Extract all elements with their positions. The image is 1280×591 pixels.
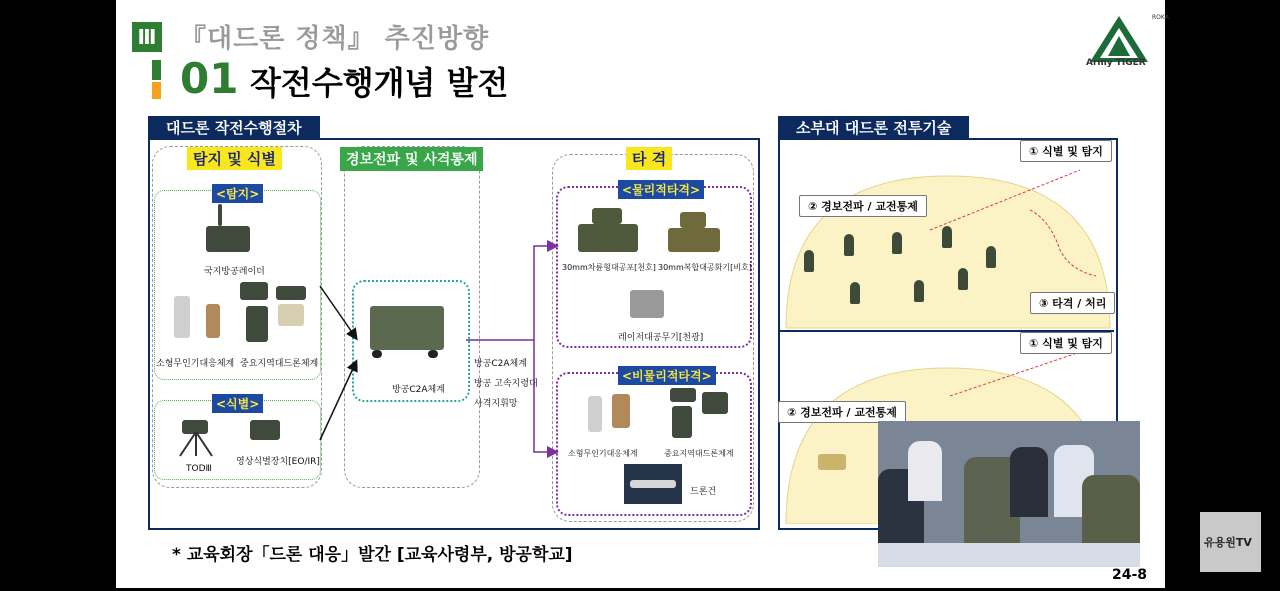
eo-ir-label: 영상식별장치[EO/IR] <box>236 457 320 467</box>
side-line-1: 방공C2A체계 <box>474 359 527 369</box>
soldier <box>844 234 854 256</box>
side-line-3: 사격지휘망 <box>474 399 518 409</box>
section-title: 『대드론 정책』 추진방향 <box>180 24 490 54</box>
gun2-label: 30mm복합대공화기[비호] <box>658 263 752 272</box>
slide <box>116 0 1169 588</box>
left-panel-title: 대드론 작전수행절차 <box>148 116 320 140</box>
bottom-step-1: ① 식별 및 탐지 <box>1020 332 1112 354</box>
label-strike: 타 격 <box>626 147 672 170</box>
video-inset <box>878 421 1140 567</box>
tag-nonphysical-strike: <비물리적타격> <box>618 366 716 385</box>
channel-logo-text: 유용원TV <box>1204 536 1252 549</box>
tod-label: TODⅢ <box>186 464 212 474</box>
c2a-label: 방공C2A체계 <box>392 385 445 395</box>
tag-identify: <식별> <box>212 394 263 413</box>
top-step-2: ② 경보전파 / 교전통제 <box>799 195 927 217</box>
drone-gun-label: 드론건 <box>690 487 717 497</box>
tag-physical-strike: <물리적타격> <box>618 180 704 199</box>
table-surface <box>878 543 1140 567</box>
nonphys-uav-label: 소형무인기대응체계 <box>568 449 638 458</box>
section-badge: Ⅲ <box>132 22 162 52</box>
soldier <box>914 280 924 302</box>
page-title: 작전수행개념 발전 <box>250 64 509 102</box>
bottom-vehicle-image <box>818 454 846 470</box>
soldier <box>958 268 968 290</box>
radar-label: 국지방공레이더 <box>204 267 265 277</box>
soldier <box>942 226 952 248</box>
soldier <box>892 232 902 254</box>
person <box>1010 447 1048 517</box>
soldier <box>804 250 814 272</box>
right-panel-title: 소부대 대드론 전투기술 <box>778 116 969 140</box>
label-detect-identify: 탐지 및 식별 <box>187 147 282 170</box>
person <box>908 441 942 501</box>
bottom-step-2: ② 경보전파 / 교전통제 <box>778 401 906 423</box>
label-alert-fire-control: 경보전파 및 사격통제 <box>340 147 483 171</box>
flow-arrows <box>116 0 776 530</box>
laser-label: 레이저대공무기[천광] <box>618 333 704 343</box>
side-line-2: 방공 고속지령대 <box>474 379 538 389</box>
gun1-label: 30mm차륜형대공포[천호] <box>562 263 656 272</box>
logo-text: Army TIGER <box>1086 58 1146 68</box>
tag-detect: <탐지> <box>212 184 263 203</box>
title-number: 01 <box>180 54 239 103</box>
small-uav-label: 소형무인기대응체계 <box>156 359 235 369</box>
channel-logo <box>1200 512 1261 572</box>
key-area-label: 중요지역대드론체계 <box>240 359 319 369</box>
nonphys-keyarea-label: 중요지역대드론체계 <box>664 449 734 458</box>
page-number: 24-8 <box>1112 567 1148 583</box>
soldier <box>850 282 860 304</box>
footer-note: * 교육회장「드론 대응」발간 [교육사령부, 방공학교] <box>172 545 573 565</box>
top-step-1: ① 식별 및 탐지 <box>1020 140 1112 162</box>
top-step-3: ③ 타격 / 처리 <box>1030 292 1115 314</box>
logo-roka: ROKA <box>1152 14 1169 21</box>
soldier <box>986 246 996 268</box>
